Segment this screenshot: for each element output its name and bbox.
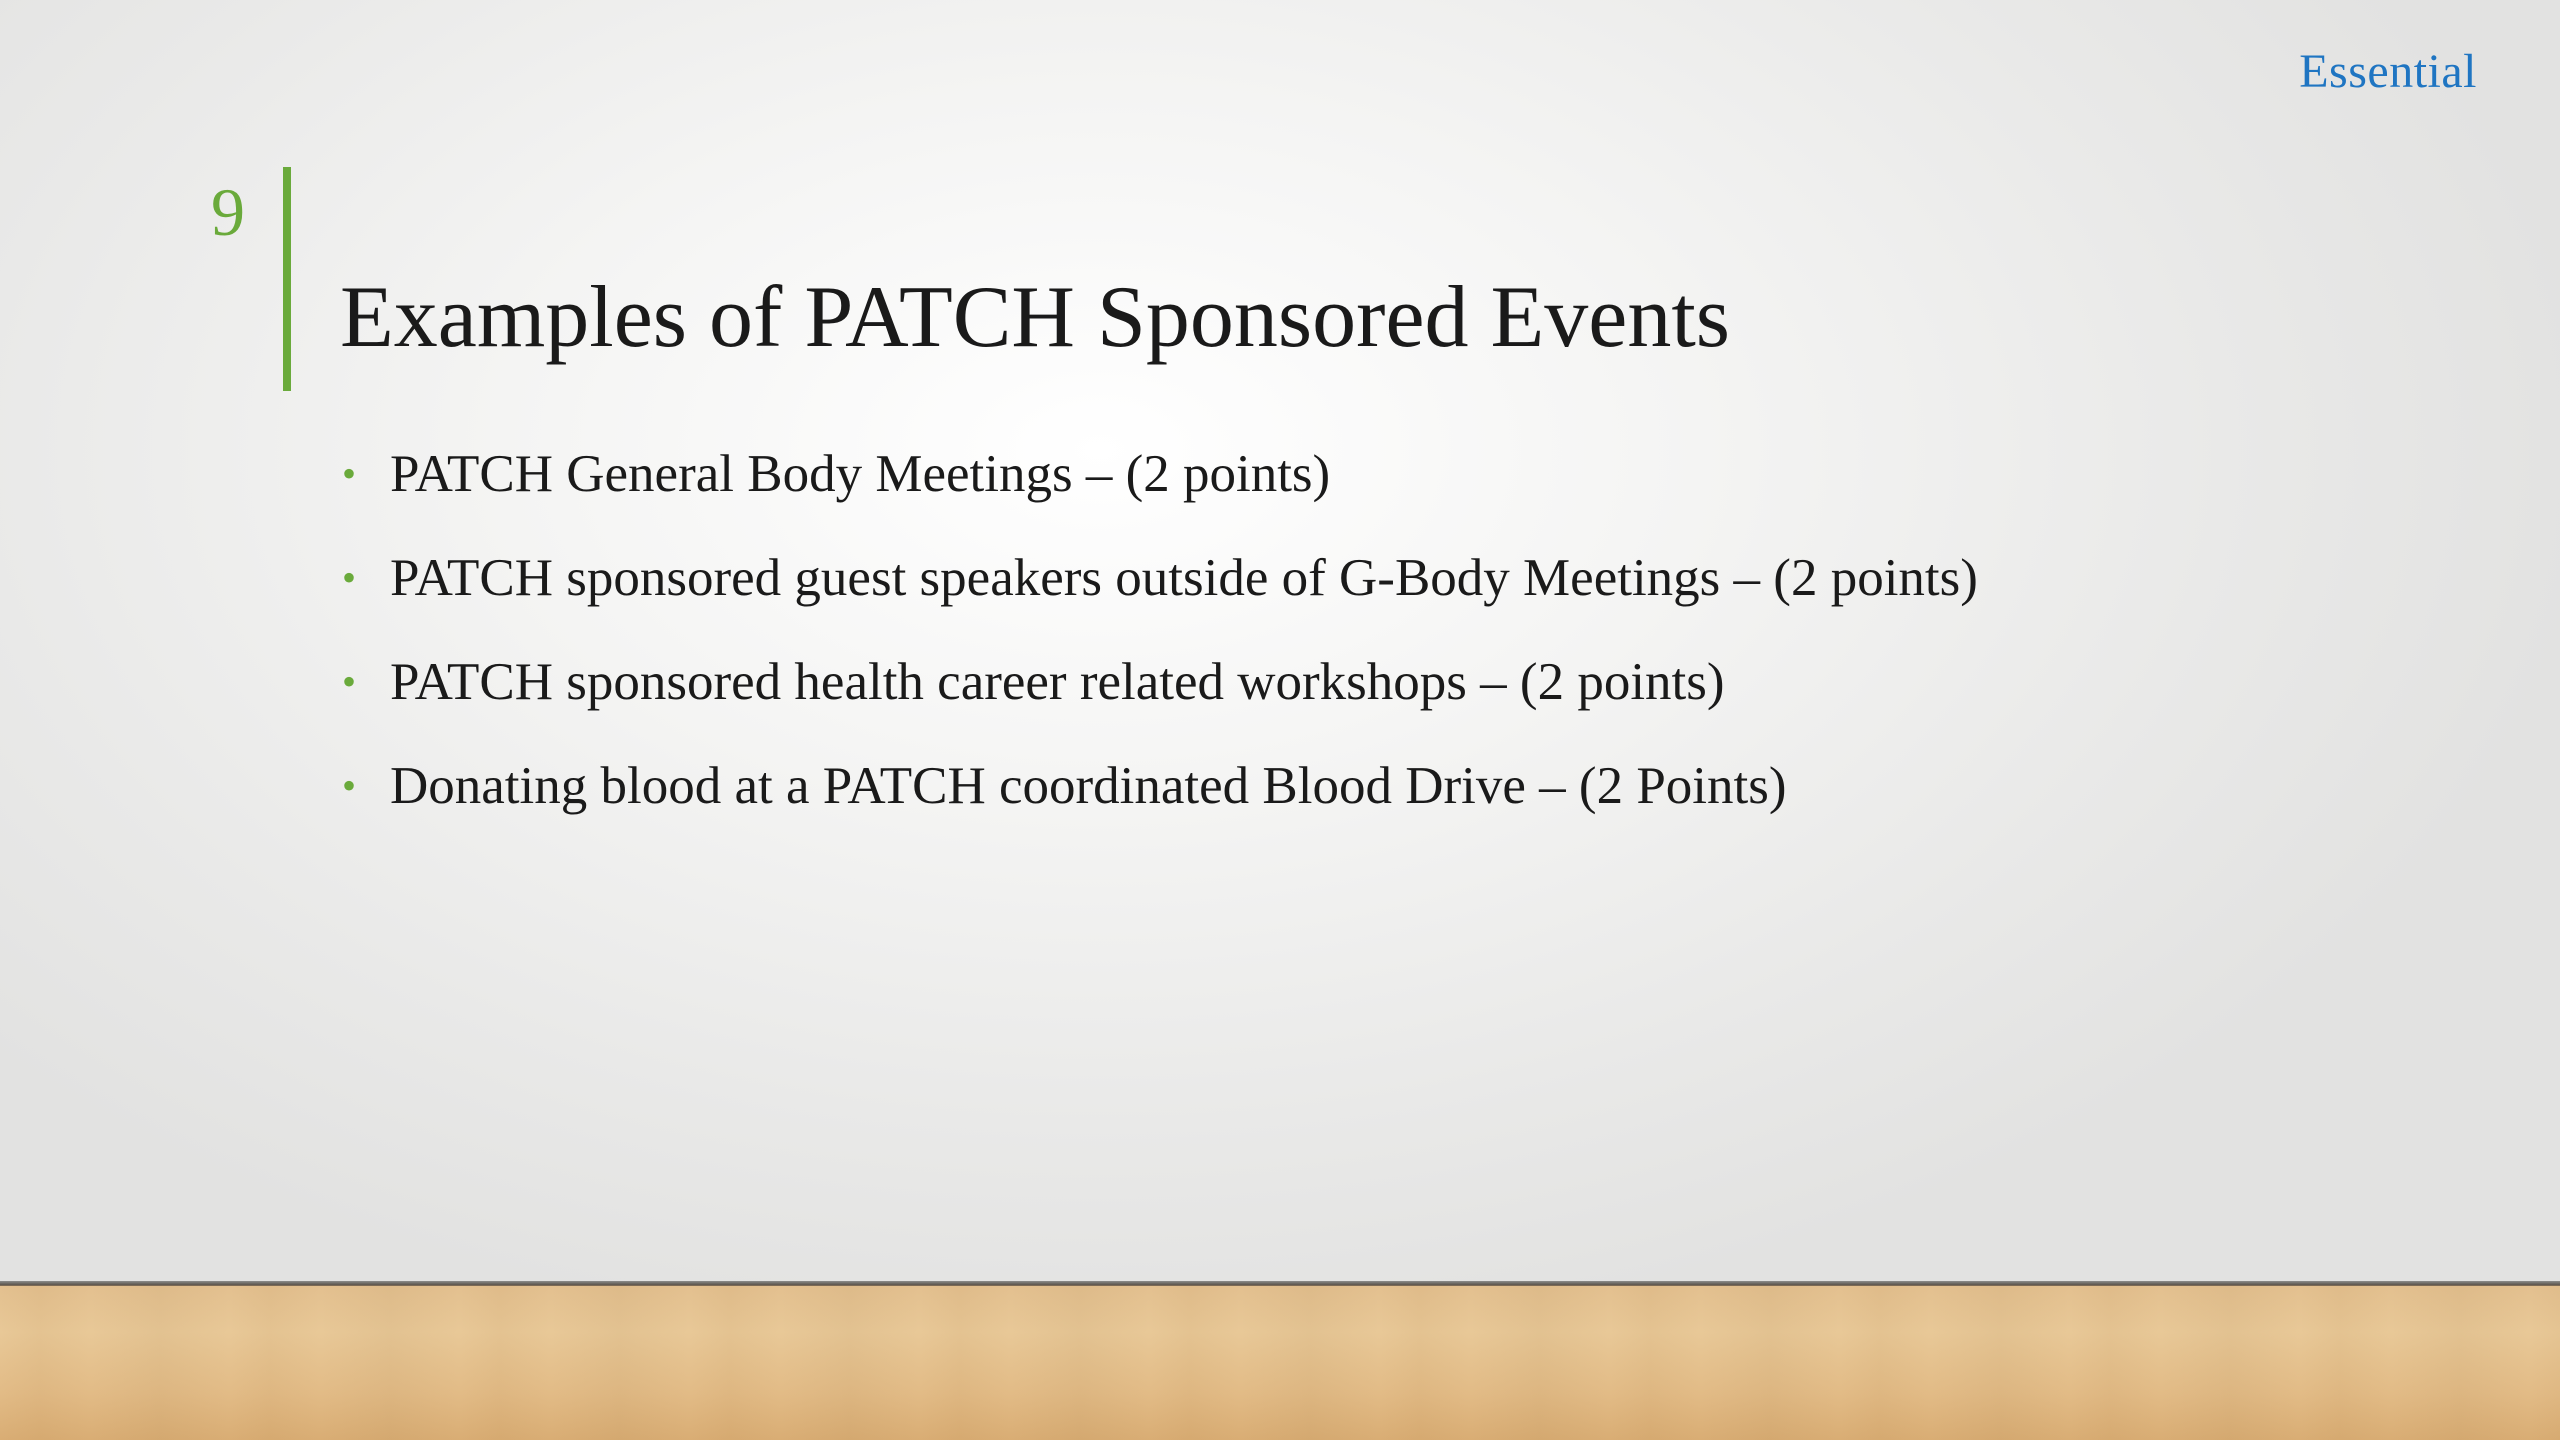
bullet-icon: • [342,763,357,808]
list-item [340,748,1978,852]
list-item [340,436,1978,540]
bullet-icon: • [342,659,357,704]
bullet-text: PATCH sponsored guest speakers outside of G-Body Meetings – (2 points) [390,549,1978,607]
bullet-text: PATCH sponsored health career related workshops – (2 points) [390,653,1725,711]
slide-title: Examples of PATCH Sponsored Events [340,269,1731,366]
bullet-list [340,436,1978,852]
list-item [340,644,1978,748]
bullet-text: PATCH General Body Meetings – (2 points) [390,445,1331,503]
wood-floor [0,1286,2560,1440]
slide-number: 9 [211,174,245,250]
list-item [340,540,1978,644]
essential-tag: Essential [2299,45,2477,98]
accent-bar [283,167,291,391]
bullet-icon: • [342,555,357,600]
bullet-icon: • [342,451,357,496]
bullet-text: Donating blood at a PATCH coordinated Blood Drive – (2 Points) [390,757,1787,815]
